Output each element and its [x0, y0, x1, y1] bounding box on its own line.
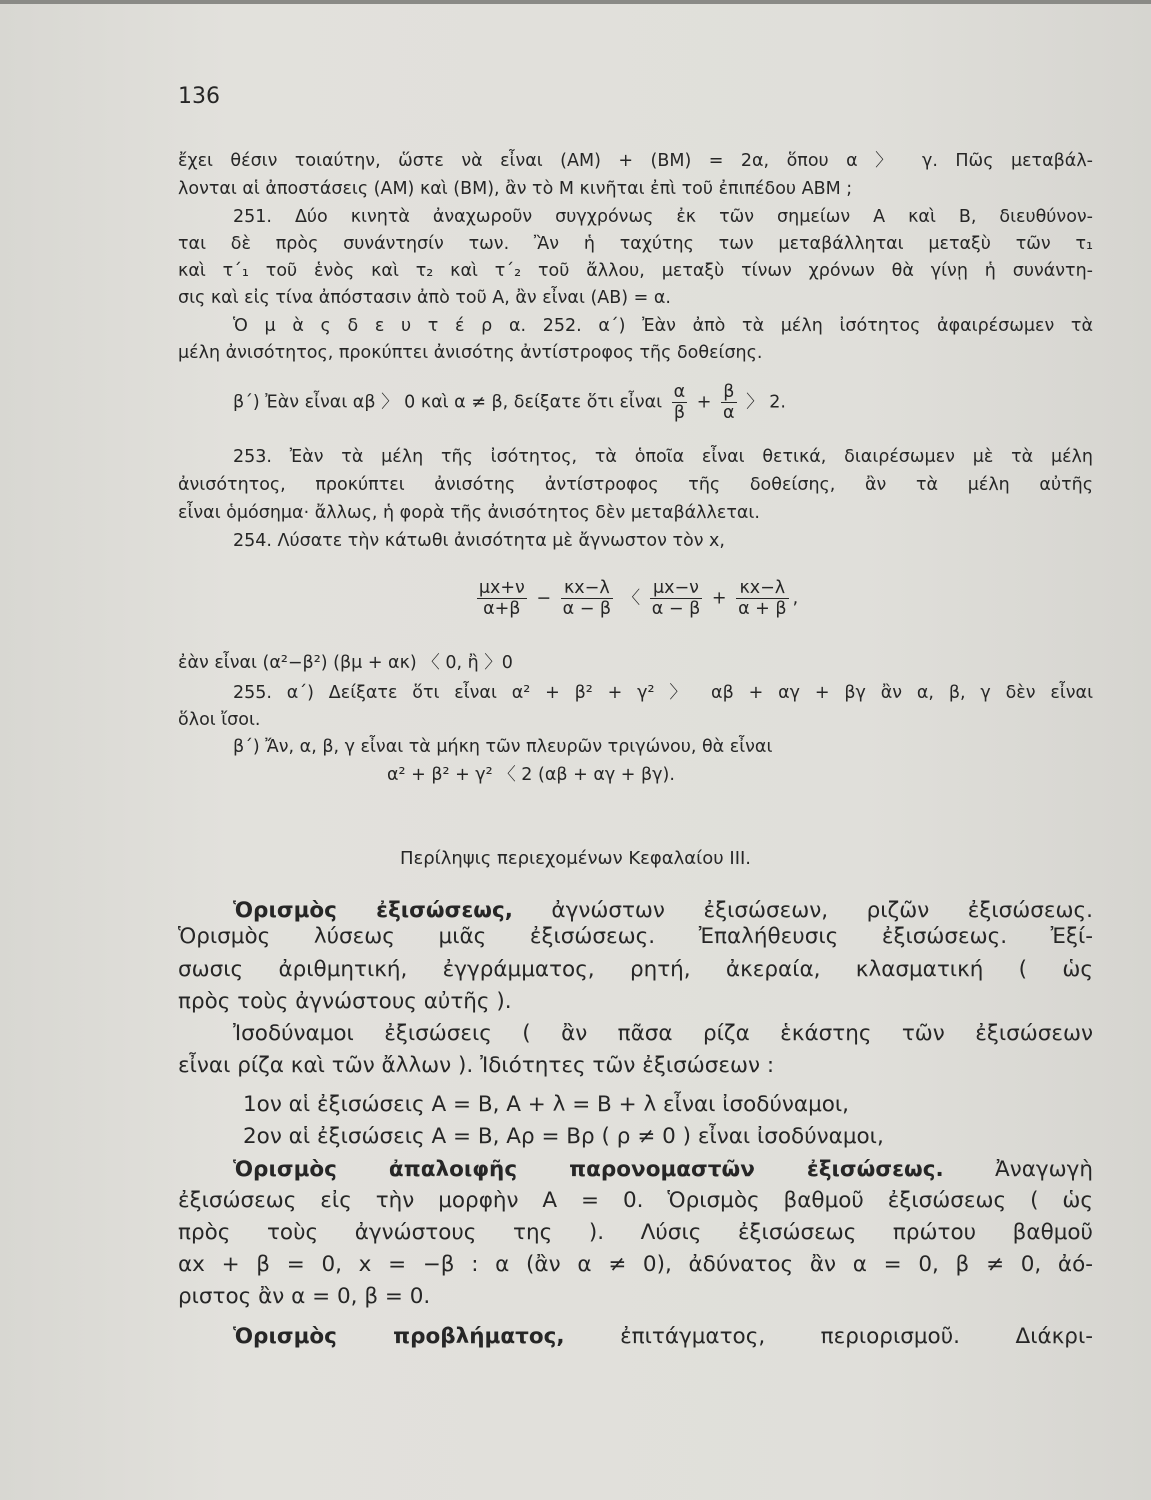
fraction: [561, 578, 614, 619]
text-line: εἶναι ὁμόσημα· ἄλλως, ἡ φορὰ τῆς ἀνισότητος δὲν μεταβάλλεται.: [178, 503, 760, 523]
summary-line: εἶναι ρίζα καὶ τῶν ἄλλων ). Ἰδιότητες τῶν ἐξισώσεων :: [178, 1053, 775, 1078]
summary-line: 1ον αἱ ἐξισώσεις Α = Β, Α + λ = Β + λ εἶναι ἰσοδύναμοι,: [243, 1092, 850, 1117]
summary-line: [233, 1155, 1093, 1185]
summary-line: πρὸς τοὺς ἀγνώστους αὐτῆς ).: [178, 989, 512, 1014]
fraction: [477, 578, 527, 619]
summary-line: αx + β = 0, x = −β : α (ἂν α ≠ 0), ἀδύνατος ἂν α = 0, β ≠ 0, ἀό-: [178, 1252, 1093, 1277]
text-line: σις καὶ εἰς τίνα ἀπόστασιν ἀπὸ τοῦ Α, ἂν εἶναι (ΑΒ) = α.: [178, 288, 671, 308]
operator: −: [536, 588, 552, 609]
page-number: 136: [178, 84, 220, 109]
numerator: κx−λ: [736, 578, 789, 599]
numerator: κx−λ: [561, 578, 614, 599]
denominator: α − β: [562, 599, 612, 619]
text-line: ἔχει θέσιν τοιαύτην, ὥστε νὰ εἶναι (ΑΜ) + (ΒΜ) = 2α, ὅπου α 〉 γ. Πῶς μεταβάλ-: [178, 151, 1093, 171]
text-line: β΄) Ἐὰν εἶναι αβ 〉 0 καὶ α ≠ β, δείξατε ὅτι εἶναι: [233, 392, 663, 413]
operator: 〉 2.: [746, 392, 786, 413]
numerator: μx+ν: [478, 578, 525, 598]
text-line: 255. α΄) Δείξατε ὅτι εἶναι α² + β² + γ² 〉 αβ + αγ + βγ ἂν α, β, γ δὲν εἶναι: [233, 683, 1093, 703]
bold-term: Ὁρισμὸς προβλήματος,: [233, 1324, 565, 1349]
text-line: μέλη ἀνισότητος, προκύπτει ἀνισότης ἀντίστροφος τῆς δοθείσης.: [178, 343, 763, 363]
text-line: ται δὲ πρὸς συνάντησίν των. Ἂν ἡ ταχύτης των μεταβάλληται μεταξὺ τῶν τ₁: [178, 234, 1093, 254]
operator: +: [711, 588, 727, 609]
text-line: λονται αἱ ἀποστάσεις (ΑΜ) καὶ (ΒΜ), ἂν τὸ Μ κινῆται ἐπὶ τοῦ ἐπιπέδου ΑΒΜ ;: [178, 179, 853, 199]
numerator: μx−ν: [650, 578, 703, 599]
text-line: α² + β² + γ² 〈 2 (αβ + αγ + βγ).: [387, 765, 675, 785]
fraction: [736, 578, 789, 619]
fraction: [721, 382, 737, 423]
denominator: α: [723, 403, 735, 423]
text-run: ἐπιτάγματος, περιορισμοῦ. Διάκρι-: [564, 1324, 1093, 1349]
operator: 〈: [622, 588, 641, 609]
text-line: ἀνισότητος, προκύπτει ἀνισότης ἀντίστροφος τῆς δοθείσης, ἂν τὰ μέλη αὐτῆς: [178, 475, 1093, 495]
summary-line: Ὁρισμὸς λύσεως μιᾶς ἐξισώσεως. Ἐπαλήθευσις ἐξισώσεως. Ἐξί-: [178, 924, 1093, 949]
summary-line: [233, 1322, 1093, 1352]
denominator: α + β: [738, 599, 787, 619]
fraction: [672, 382, 688, 423]
bold-term: Ὁρισμὸς ἀπαλοιφῆς παρονομαστῶν ἐξισώσεως.: [233, 1157, 944, 1182]
summary-line: 2ον αἱ ἐξισώσεις Α = Β, Αρ = Βρ ( ρ ≠ 0 ) εἶναι ἰσοδύναμοι,: [243, 1124, 884, 1149]
denominator: α+β: [483, 599, 521, 619]
text-line: Ὁ μ ὰ ς δ ε υ τ έ ρ α. 252. α΄) Ἐὰν ἀπὸ τὰ μέλη ἰσότητος ἀφαιρέσωμεν τὰ: [233, 316, 1093, 336]
text-line: 253. Ἐὰν τὰ μέλη τῆς ἰσότητος, τὰ ὁποῖα εἶναι θετικά, διαιρέσωμεν μὲ τὰ μέλη: [233, 447, 1093, 467]
summary-line: σωσις ἀριθμητική, ἐγγράμματος, ρητή, ἀκεραία, κλασματική ( ὡς: [178, 957, 1093, 982]
operator: +: [696, 392, 712, 413]
summary-line: Ἰσοδύναμοι ἐξισώσεις ( ἂν πᾶσα ρίζα ἑκάστης τῶν ἐξισώσεων: [233, 1021, 1093, 1046]
text-line: β΄) Ἄν, α, β, γ εἶναι τὰ μήκη τῶν πλευρῶν τριγώνου, θὰ εἶναι: [233, 737, 773, 757]
text-line: καὶ τ΄₁ τοῦ ἑνὸς καὶ τ₂ καὶ τ΄₂ τοῦ ἄλλου, μεταξὺ τίνων χρόνων θὰ γίνῃ ἡ συνάντη-: [178, 261, 1093, 281]
formula-line: [233, 382, 1093, 423]
fraction: [650, 578, 703, 619]
text-run: ἀγνώστων ἐξισώσεων, ριζῶν ἐξισώσεως.: [512, 898, 1093, 923]
bold-term: Ὁρισμὸς ἐξισώσεως,: [233, 898, 513, 923]
numerator: α: [673, 382, 686, 402]
text-line: 254. Λύσατε τὴν κάτωθι ἀνισότητα μὲ ἄγνωστον τὸν x,: [233, 531, 725, 551]
text-run: Ἀναγωγὴ: [943, 1157, 1093, 1182]
text-line: ἐὰν εἶναι (α²−β²) (βμ + ακ) 〈 0, ἢ 〉0: [178, 653, 513, 673]
denominator: α − β: [651, 599, 701, 619]
section-heading: Περίληψις περιεχομένων Κεφαλαίου ΙΙΙ.: [399, 848, 752, 869]
text-line: 251. Δύο κινητὰ ἀναχωροῦν συγχρόνως ἐκ τῶν σημείων Α καὶ Β, διευθύνον-: [233, 207, 1093, 227]
scan-top-edge: [0, 0, 1151, 4]
denominator: β: [673, 403, 685, 423]
formula-line: [178, 578, 1093, 619]
summary-line: ριστος ἂν α = 0, β = 0.: [178, 1284, 431, 1309]
summary-line: πρὸς τοὺς ἀγνώστους της ). Λύσις ἐξισώσεως πρώτου βαθμοῦ: [178, 1220, 1093, 1245]
numerator: β: [721, 382, 737, 403]
summary-line: ἐξισώσεως εἰς τὴν μορφὴν Α = 0. Ὁρισμὸς βαθμοῦ ἐξισώσεως ( ὡς: [178, 1188, 1093, 1213]
operator: ,: [792, 588, 799, 609]
text-line: ὅλοι ἴσοι.: [178, 710, 261, 730]
